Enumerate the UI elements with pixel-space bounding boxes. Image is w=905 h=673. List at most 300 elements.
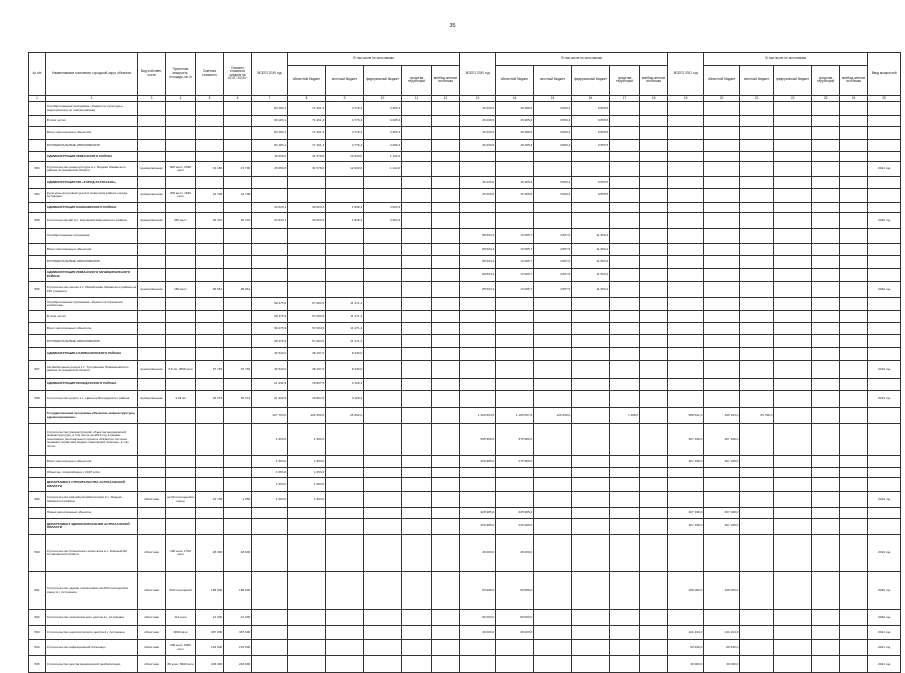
table-cell: 225 985,0 — [460, 518, 496, 534]
table-cell — [326, 534, 364, 572]
table-cell — [572, 348, 610, 361]
table-cell: 203 000 — [196, 656, 224, 673]
table-cell — [402, 639, 432, 656]
table-cell — [402, 322, 432, 335]
table-cell: 26 209,5 — [460, 116, 496, 127]
table-cell: 34 533,1 — [252, 213, 288, 229]
table-cell — [774, 656, 812, 673]
row-name-cell: Строительство инфекционной больницы — [46, 639, 138, 656]
table-cell — [432, 282, 460, 298]
table-cell: 31 578,0 — [288, 152, 326, 162]
table-cell — [812, 335, 840, 348]
table-cell — [572, 625, 610, 639]
header-col-ownership: Вид собствен-ности — [138, 53, 166, 96]
table-cell — [402, 378, 432, 390]
table-cell — [364, 229, 402, 244]
table-cell — [29, 116, 46, 127]
table-cell — [812, 298, 840, 311]
table-cell: 594 — [29, 639, 46, 656]
table-cell — [668, 360, 704, 378]
table-cell — [364, 298, 402, 311]
table-cell: 575 986,0 — [496, 424, 534, 456]
table-cell — [868, 102, 901, 116]
table-cell: 200 коек, 9000 кв.м — [166, 639, 196, 656]
table-cell — [640, 188, 668, 202]
table-cell — [166, 467, 196, 478]
table-cell — [432, 322, 460, 335]
table-cell — [668, 213, 704, 229]
table-cell — [840, 213, 868, 229]
header-col-2020-federal: федеральный бюджет — [572, 65, 610, 95]
table-cell — [704, 348, 740, 361]
table-cell — [704, 268, 740, 282]
table-cell — [640, 390, 668, 408]
table-cell — [840, 243, 868, 255]
table-cell — [224, 139, 252, 152]
table-cell — [640, 518, 668, 534]
table-cell — [640, 478, 668, 492]
table-cell: 1 846,4 — [326, 202, 364, 213]
table-cell — [740, 255, 774, 268]
table-cell — [29, 152, 46, 162]
table-cell — [774, 229, 812, 244]
table-cell — [668, 102, 704, 116]
table-cell — [774, 243, 812, 255]
table-cell — [402, 177, 432, 189]
table-cell: 203 000 — [224, 656, 252, 673]
table-cell — [668, 202, 704, 213]
header-col-2019-regional: областной бюджет — [288, 65, 326, 95]
table-cell — [224, 102, 252, 116]
table-cell: 2020 год — [868, 213, 901, 229]
table-cell: 72 085,7 — [496, 243, 534, 255]
table-cell — [840, 126, 868, 139]
table-cell — [252, 639, 288, 656]
table-cell — [288, 243, 326, 255]
table-cell — [29, 335, 46, 348]
table-cell — [668, 162, 704, 177]
table-cell — [326, 492, 364, 508]
table-cell — [840, 390, 868, 408]
table-cell — [610, 492, 640, 508]
column-number-cell: 5 — [196, 95, 224, 102]
table-cell: 25 302,0 — [326, 408, 364, 424]
table-cell: 467 198,0 — [704, 508, 740, 519]
table-cell — [812, 102, 840, 116]
table-cell — [432, 116, 460, 127]
table-cell — [812, 310, 840, 322]
header-col-2020-local: местный бюджет — [534, 65, 572, 95]
table-cell — [740, 202, 774, 213]
table-cell — [704, 188, 740, 202]
table-cell — [668, 298, 704, 311]
table-cell: 3 063,4 — [364, 213, 402, 229]
table-cell — [138, 126, 166, 139]
table-cell — [432, 213, 460, 229]
table-cell: 4 776,4 — [326, 126, 364, 139]
table-cell — [432, 298, 460, 311]
table-cell: 80 183,1 — [252, 126, 288, 139]
table-cell: 60 946,0 — [668, 639, 704, 656]
table-cell — [668, 322, 704, 335]
table-cell — [668, 282, 704, 298]
column-number-cell: 11 — [402, 95, 432, 102]
table-cell — [704, 177, 740, 189]
table-cell: 71 201,3 — [288, 116, 326, 127]
column-number-cell: 16 — [572, 95, 610, 102]
header-col-name: Наименование поселения, городской округ, объектов — [46, 53, 138, 96]
table-row — [29, 177, 901, 189]
table-cell: 69 985,0 — [496, 572, 534, 610]
table-cell — [774, 390, 812, 408]
table-cell — [640, 202, 668, 213]
table-cell — [364, 639, 402, 656]
table-cell: 57 004,5 — [288, 298, 326, 311]
row-name-cell: МУНИЦИПАЛЬНЫЕ ОБРАЗОВАНИЯ — [46, 335, 138, 348]
table-cell — [610, 390, 640, 408]
table-cell — [774, 162, 812, 177]
header-col-2019-federal: федеральный бюджет — [364, 65, 402, 95]
table-cell: 120 528,0 — [534, 408, 572, 424]
table-cell — [640, 467, 668, 478]
table-row — [29, 102, 901, 116]
table-cell — [640, 639, 668, 656]
table-cell: 6 855,5 — [572, 188, 610, 202]
row-name-cell: Государственная программа «Развитие культуры» (мероприятия по подпрограмме) — [46, 102, 138, 116]
table-cell — [774, 478, 812, 492]
table-cell — [138, 177, 166, 189]
table-cell: 26 470 — [196, 213, 224, 229]
table-cell — [840, 656, 868, 673]
table-cell — [840, 177, 868, 189]
table-cell — [868, 255, 901, 268]
table-cell: 91 180 — [196, 162, 224, 177]
table-cell — [534, 625, 572, 639]
table-cell — [460, 202, 496, 213]
table-row — [29, 508, 901, 519]
table-cell — [460, 639, 496, 656]
table-cell — [432, 360, 460, 378]
table-cell — [812, 424, 840, 456]
table-cell — [868, 478, 901, 492]
table-cell — [610, 508, 640, 519]
table-cell — [740, 322, 774, 335]
table-cell — [364, 322, 402, 335]
table-cell — [868, 424, 901, 456]
table-cell: 4 205,4 — [364, 102, 402, 116]
table-cell — [364, 656, 402, 673]
table-cell — [166, 139, 196, 152]
table-cell — [812, 188, 840, 202]
table-cell: 1 653,0 — [288, 467, 326, 478]
table-cell — [196, 518, 224, 534]
table-cell — [326, 467, 364, 478]
table-cell — [432, 255, 460, 268]
table-cell — [640, 492, 668, 508]
table-cell — [534, 360, 572, 378]
table-cell: 68 475,9 — [252, 310, 288, 322]
table-cell — [640, 572, 668, 610]
table-cell — [496, 202, 534, 213]
table-cell: 3 866,4 — [534, 139, 572, 152]
table-row — [29, 298, 901, 311]
row-name-cell: АДМИНИСТРАЦИЯ ЛИМАНСКОГО РАЙОНА — [46, 152, 138, 162]
column-number-cell: 22 — [774, 95, 812, 102]
table-cell — [402, 310, 432, 322]
table-row — [29, 378, 901, 390]
table-cell — [610, 298, 640, 311]
table-cell — [812, 126, 840, 139]
table-cell — [668, 534, 704, 572]
table-row — [29, 610, 901, 626]
table-cell — [704, 152, 740, 162]
table-cell — [432, 102, 460, 116]
table-cell — [740, 126, 774, 139]
table-cell — [29, 408, 46, 424]
table-cell — [166, 102, 196, 116]
table-cell — [840, 467, 868, 478]
table-cell: 3 125,4 — [326, 378, 364, 390]
table-cell — [610, 116, 640, 127]
row-name-cell: В том числе: — [46, 310, 138, 322]
table-cell: 198 000 — [196, 572, 224, 610]
table-cell — [534, 424, 572, 456]
table-cell: 21 932,9 — [252, 378, 288, 390]
table-cell — [196, 322, 224, 335]
table-cell — [740, 335, 774, 348]
table-cell: 72 085,7 — [496, 268, 534, 282]
table-cell — [460, 478, 496, 492]
table-cell: 68 475,9 — [252, 298, 288, 311]
table-cell: 48 000 — [196, 534, 224, 572]
table-cell: 68 475,9 — [252, 335, 288, 348]
table-cell — [432, 139, 460, 152]
table-cell — [432, 478, 460, 492]
table-cell — [29, 310, 46, 322]
table-cell — [610, 268, 640, 282]
table-cell — [402, 282, 432, 298]
table-row — [29, 455, 901, 467]
table-cell — [29, 455, 46, 467]
table-cell: 15 485,6 — [496, 139, 534, 152]
table-cell — [812, 213, 840, 229]
table-cell — [196, 310, 224, 322]
table-cell — [740, 188, 774, 202]
table-cell: 589 — [29, 492, 46, 508]
table-cell: 4,35 км — [166, 390, 196, 408]
table-cell — [166, 202, 196, 213]
table-cell — [668, 478, 704, 492]
table-cell — [840, 255, 868, 268]
table-cell — [812, 152, 840, 162]
table-cell: 11 471,4 — [326, 298, 364, 311]
table-cell — [610, 610, 640, 626]
table-cell: 30 000,0 — [704, 656, 740, 673]
table-cell — [740, 455, 774, 467]
table-cell — [432, 243, 460, 255]
table-cell: 11 560,2 — [572, 282, 610, 298]
table-cell — [640, 139, 668, 152]
table-cell — [364, 268, 402, 282]
table-cell — [868, 335, 901, 348]
table-cell: 1 142,0 — [364, 152, 402, 162]
table-cell: 46 543,0 — [252, 348, 288, 361]
table-cell — [640, 335, 668, 348]
row-name-cell: Всего капитальных объектов — [46, 243, 138, 255]
table-cell — [252, 177, 288, 189]
table-cell — [534, 656, 572, 673]
table-cell — [868, 298, 901, 311]
table-cell — [774, 639, 812, 656]
row-name-cell: Автомобильная дорога к с. Тулугановка Наримановского района Астраханской области — [46, 360, 138, 378]
table-cell: 42 708 — [196, 492, 224, 508]
table-cell — [432, 335, 460, 348]
table-cell — [740, 378, 774, 390]
row-name-cell: Строительство центра медицинской реабилитации — [46, 656, 138, 673]
header-col-num: № п/п — [29, 53, 46, 96]
page-number: 35 — [449, 23, 456, 29]
row-name-cell: ДЕПАРТАМЕНТ СТРОИТЕЛЬСТВА АСТРАХАНСКОЙ ОБЛАСТИ — [46, 478, 138, 492]
table-cell — [572, 322, 610, 335]
table-cell — [610, 467, 640, 478]
table-cell — [868, 152, 901, 162]
table-cell: 39 623,3 — [288, 213, 326, 229]
table-cell — [774, 378, 812, 390]
table-cell: 72 085,7 — [496, 229, 534, 244]
table-cell — [812, 390, 840, 408]
table-cell — [704, 255, 740, 268]
table-cell: 6 855,5 — [572, 102, 610, 116]
table-cell — [364, 534, 402, 572]
header-col-2020-territory: средства территорий — [610, 65, 640, 95]
table-cell: 96 961 — [196, 282, 224, 298]
table-cell: 585 — [29, 213, 46, 229]
row-name-cell: Строительство перинатального центра в г. Астрахани — [46, 610, 138, 626]
table-cell — [668, 126, 704, 139]
table-cell — [572, 639, 610, 656]
table-cell: 583 — [29, 162, 46, 177]
table-cell — [534, 572, 572, 610]
table-cell: областная — [138, 534, 166, 572]
table-cell — [326, 656, 364, 673]
column-number-cell: 12 — [432, 95, 460, 102]
table-cell: 46 543,0 — [252, 360, 288, 378]
table-cell — [460, 656, 496, 673]
column-number-cell: 21 — [740, 95, 774, 102]
table-cell — [868, 378, 901, 390]
table-cell — [138, 322, 166, 335]
table-cell — [496, 335, 534, 348]
table-cell: 1 653,0 — [288, 478, 326, 492]
table-cell — [224, 322, 252, 335]
table-cell — [668, 255, 704, 268]
header-col-spent: Освоено стоимости средств на 01.01. 2019 г. — [224, 53, 252, 96]
table-cell — [252, 188, 288, 202]
table-cell — [29, 139, 46, 152]
header-col-total-2021: ВСЕГО 2021 год — [668, 53, 704, 96]
row-name-cell: Строительство дороги к с. Цветное Володарского района — [46, 390, 138, 408]
table-cell: 11 560,2 — [572, 268, 610, 282]
table-cell — [402, 202, 432, 213]
table-cell — [534, 378, 572, 390]
header-col-2021-regional: областной бюджет — [704, 65, 740, 95]
table-cell — [364, 378, 402, 390]
table-cell — [326, 508, 364, 519]
table-cell — [740, 508, 774, 519]
column-number-cell: 9 — [326, 95, 364, 102]
table-cell: 2021 год — [868, 162, 901, 177]
table-cell — [704, 126, 740, 139]
table-cell — [610, 378, 640, 390]
table-cell: 88 503,4 — [460, 229, 496, 244]
table-cell — [29, 255, 46, 268]
table-cell: 2019 год — [868, 534, 901, 572]
table-row — [29, 282, 901, 298]
table-cell: 47 790 — [224, 162, 252, 177]
table-cell: 225 985,0 — [496, 518, 534, 534]
table-cell — [496, 310, 534, 322]
table-cell — [840, 310, 868, 322]
table-cell — [138, 378, 166, 390]
table-cell — [402, 335, 432, 348]
table-cell — [704, 360, 740, 378]
table-cell — [196, 229, 224, 244]
table-cell — [432, 268, 460, 282]
table-cell — [868, 268, 901, 282]
table-cell — [812, 639, 840, 656]
table-cell — [364, 188, 402, 202]
table-cell — [138, 467, 166, 478]
table-cell — [402, 610, 432, 626]
table-cell — [432, 390, 460, 408]
table-row — [29, 188, 901, 202]
table-cell — [610, 102, 640, 116]
table-cell — [812, 243, 840, 255]
table-cell — [740, 610, 774, 626]
table-cell — [572, 162, 610, 177]
table-cell: 3 866,4 — [534, 116, 572, 127]
table-cell — [774, 126, 812, 139]
table-cell: 467 198,0 — [704, 455, 740, 467]
table-cell — [610, 534, 640, 572]
table-cell — [572, 360, 610, 378]
table-cell: 225 985,0 — [496, 508, 534, 519]
table-cell — [402, 656, 432, 673]
table-cell: 11 471,4 — [326, 322, 364, 335]
table-cell — [432, 656, 460, 673]
table-cell — [432, 202, 460, 213]
table-cell: 41 200 — [224, 610, 252, 626]
row-name-cell: В том числе: — [46, 116, 138, 127]
table-cell — [224, 268, 252, 282]
table-cell — [196, 508, 224, 519]
table-cell — [534, 152, 572, 162]
table-cell — [840, 322, 868, 335]
table-cell — [640, 152, 668, 162]
table-cell: 6 855,5 — [572, 126, 610, 139]
table-cell — [610, 348, 640, 361]
table-cell — [610, 139, 640, 152]
table-cell — [496, 322, 534, 335]
table-cell — [496, 348, 534, 361]
table-cell: 1 653,0 — [252, 478, 288, 492]
table-cell — [402, 126, 432, 139]
table-cell — [364, 424, 402, 456]
table-cell: областная — [138, 492, 166, 508]
row-name-cell: АДМИНИСТРАЦИЯ ЛИМАНСКОГО МУНИЦИПАЛЬНОГО РАЙОНА — [46, 268, 138, 282]
table-cell — [572, 467, 610, 478]
table-cell — [432, 408, 460, 424]
